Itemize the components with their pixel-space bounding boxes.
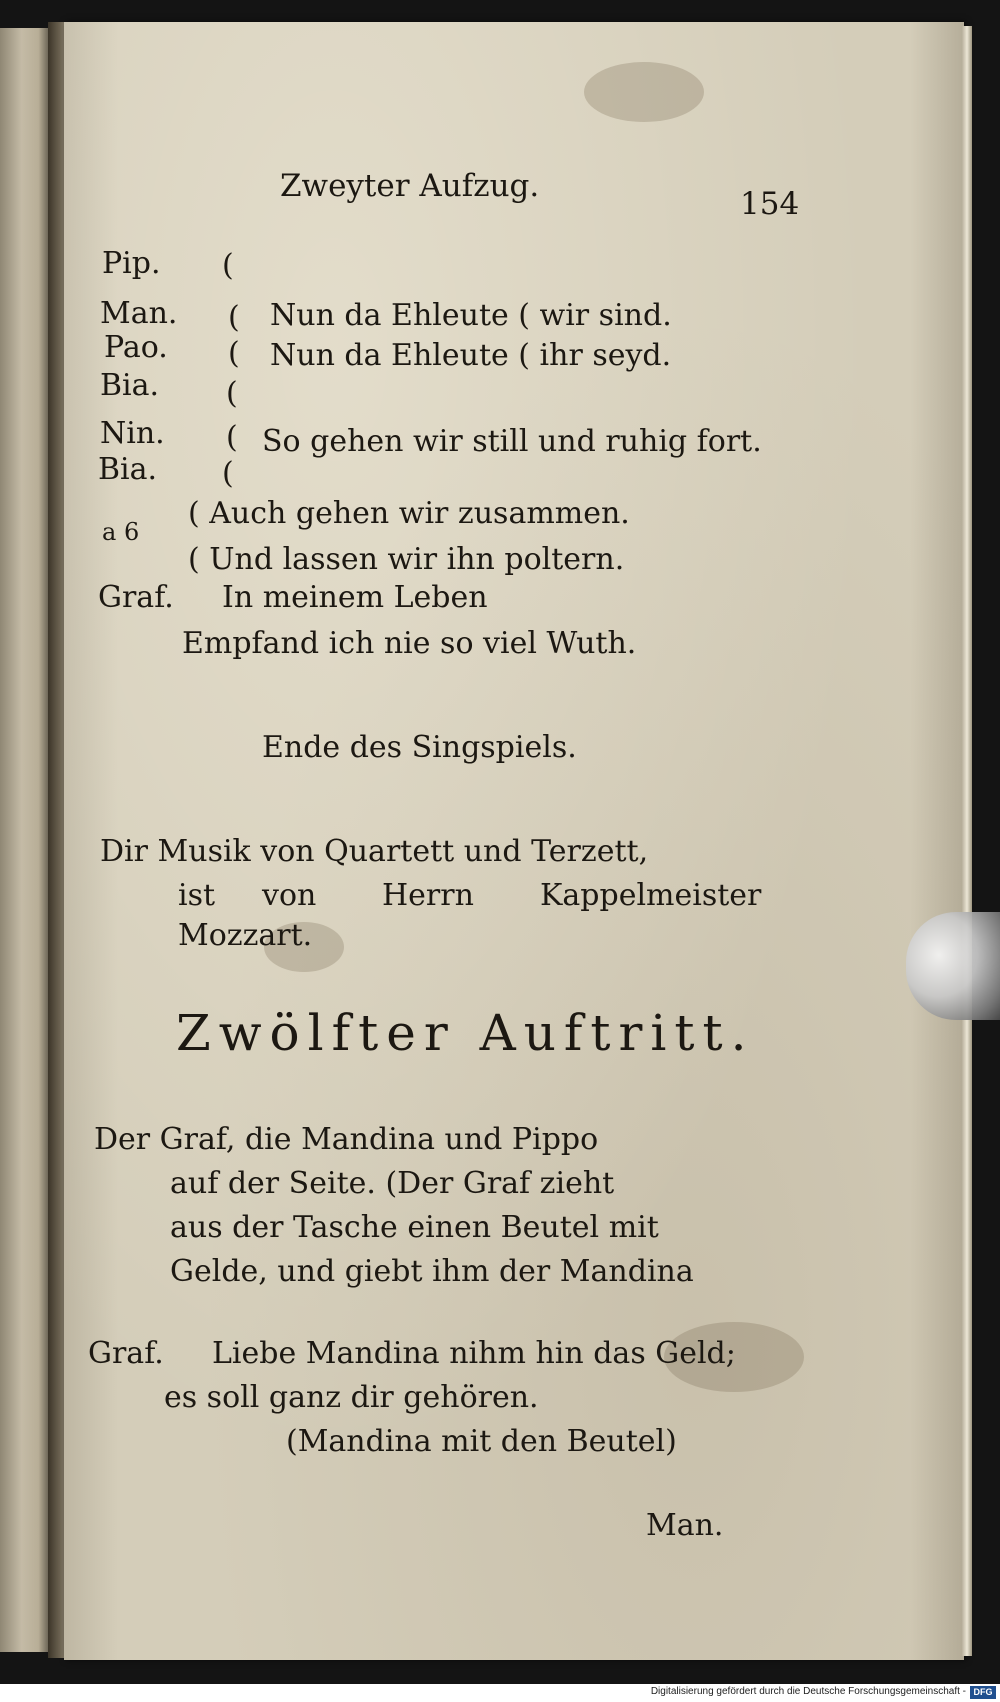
- previous-page-edge: [0, 28, 48, 1652]
- note-word: ist: [178, 878, 216, 913]
- bracket-mark: (: [222, 248, 234, 283]
- speaker-pip: Pip.: [102, 246, 161, 281]
- bracket-mark: (: [228, 300, 240, 335]
- note-line: Mozzart.: [178, 918, 313, 953]
- stage-direction-line: (Mandina mit den Beutel): [286, 1424, 677, 1459]
- speaker-graf: Graf.: [88, 1336, 164, 1371]
- dfg-logo: DFG: [970, 1686, 996, 1699]
- verse-line: es soll ganz dir gehören.: [164, 1380, 539, 1415]
- verse-line: ( Und lassen wir ihn poltern.: [188, 542, 625, 577]
- ensemble-label: a 6: [102, 518, 140, 546]
- verse-line: Nun da Ehleute ( ihr seyd.: [270, 338, 672, 373]
- speaker-nin: Nin.: [100, 416, 165, 451]
- speaker-graf: Graf.: [98, 580, 174, 615]
- verse-line: Liebe Mandina nihm hin das Geld;: [212, 1336, 736, 1371]
- speaker-bia: Bia.: [100, 368, 160, 403]
- verse-line: Empfand ich nie so viel Wuth.: [182, 626, 637, 661]
- stage-direction-line: auf der Seite. (Der Graf zieht: [170, 1166, 615, 1201]
- bracket-mark: (: [228, 336, 240, 371]
- speaker-pao: Pao.: [104, 330, 168, 365]
- page-fore-edge: [962, 26, 972, 1656]
- bracket-mark: (: [222, 456, 234, 491]
- verse-line: In meinem Leben: [222, 580, 488, 615]
- speaker-bia-2: Bia.: [98, 452, 158, 487]
- bracket-mark: (: [226, 376, 238, 411]
- page-number: 154: [740, 186, 800, 222]
- verse-line: Nun da Ehleute ( wir sind.: [270, 298, 672, 333]
- bracket-mark: (: [226, 420, 238, 455]
- verse-line: ( Auch gehen wir zusammen.: [188, 496, 630, 531]
- note-line: Dir Musik von Quartett und Terzett,: [100, 834, 649, 869]
- running-title: Zweyter Aufzug.: [280, 168, 540, 204]
- note-word: Herrn: [382, 878, 474, 913]
- stage-direction-line: aus der Tasche einen Beutel mit: [170, 1210, 659, 1245]
- catchword: Man.: [646, 1508, 724, 1543]
- funding-credit: Digitalisierung gefördert durch die Deutsche Forschungsgemeinschaft -: [650, 1686, 966, 1697]
- note-word: von: [262, 878, 317, 913]
- page-clip: [906, 912, 1000, 1020]
- scene-heading: Zwölfter Auftritt.: [176, 1004, 755, 1062]
- stage-direction-line: Gelde, und giebt ihm der Mandina: [170, 1254, 694, 1289]
- note-word: Kappelmeister: [540, 878, 762, 913]
- verse-line: So gehen wir still und ruhig fort.: [262, 424, 762, 459]
- stage-direction-line: Der Graf, die Mandina und Pippo: [94, 1122, 599, 1157]
- speaker-man: Man.: [100, 296, 178, 331]
- section-ending: Ende des Singspiels.: [262, 730, 577, 765]
